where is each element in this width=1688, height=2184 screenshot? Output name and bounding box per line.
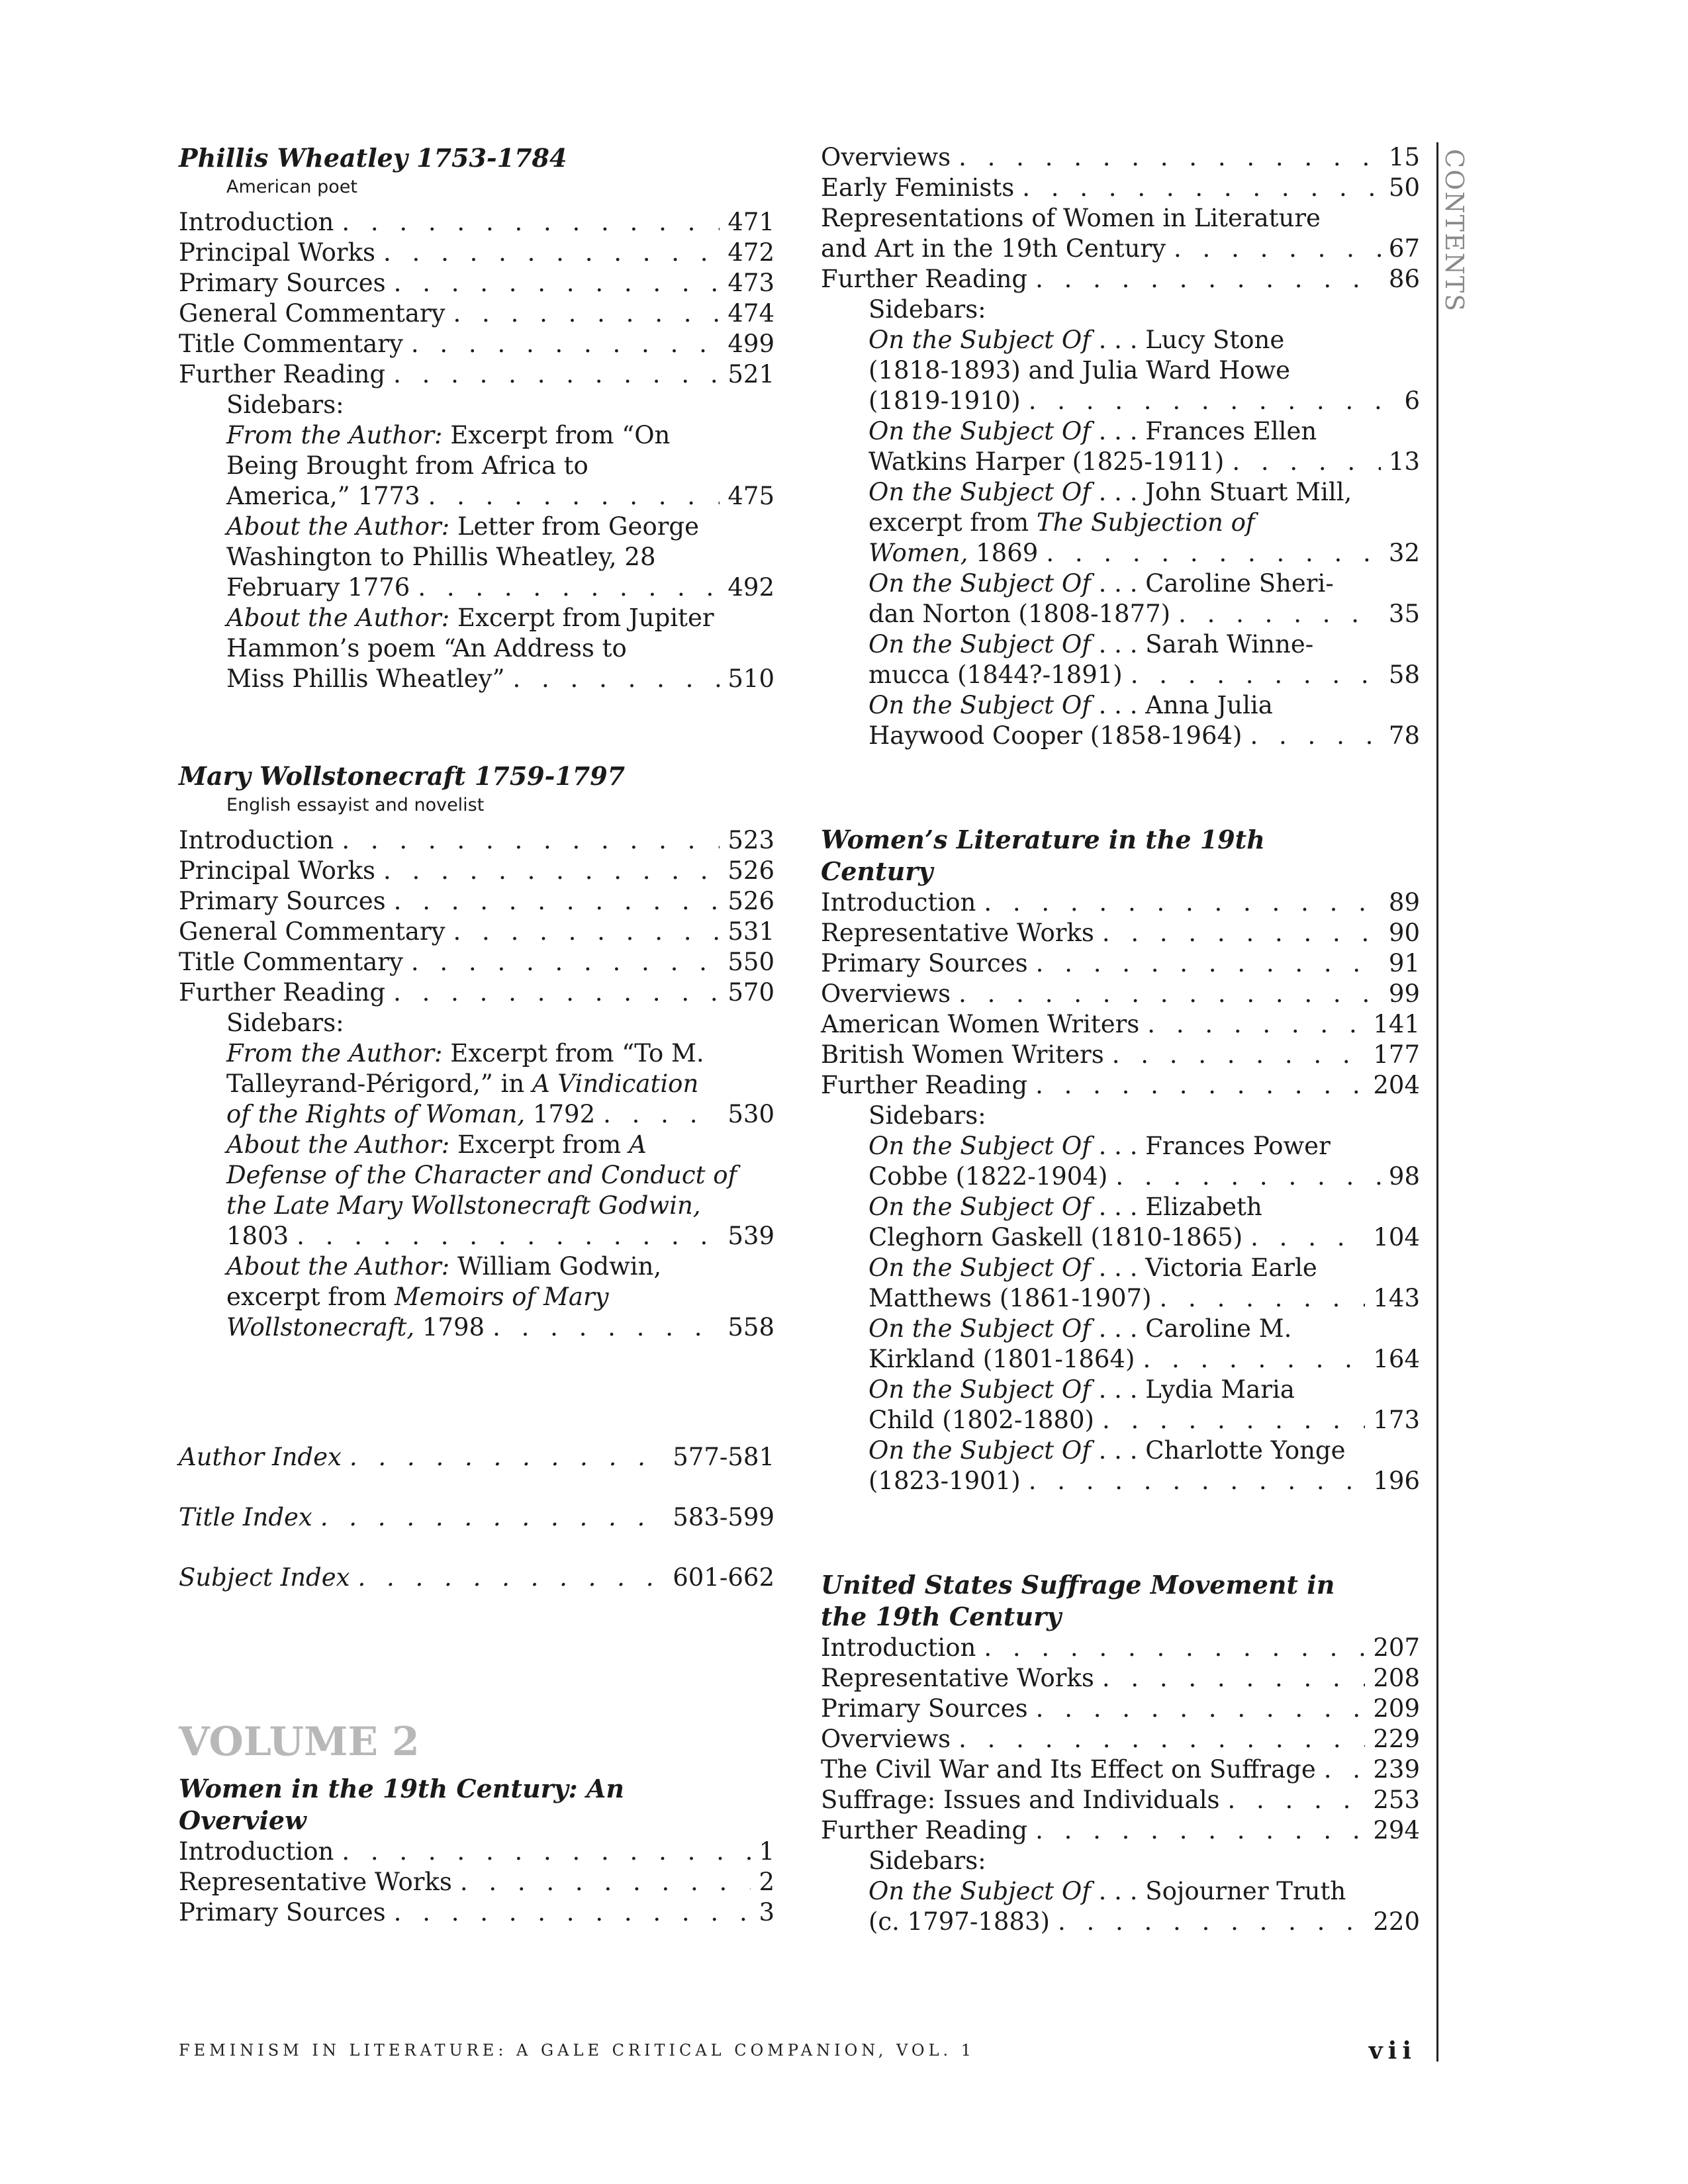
toc-entry[interactable]: Overviews . . . 229 [821, 1724, 1420, 1754]
page-number: vii [1368, 2037, 1417, 2065]
sidebar-entry-line: On the Subject Of . . . Victoria Earle [868, 1253, 1317, 1282]
sidebar-entry[interactable]: Miss Phillis Wheatley” . . . 510 [179, 664, 774, 694]
toc-entry[interactable]: and Art in the 19th Century . . . 67 [821, 234, 1420, 264]
page-footer [179, 2037, 1417, 2064]
sidebar-entry[interactable]: Kirkland (1801-1864) . . . 164 [821, 1344, 1420, 1375]
toc-entry[interactable]: American Women Writers . . . 141 [821, 1009, 1420, 1040]
volume-heading: VOLUME 2 [179, 1719, 420, 1765]
sidebar-entry-line: About the Author: Excerpt from Jupiter [226, 604, 714, 632]
sidebar-entry[interactable]: America,” 1773 . . . 475 [179, 481, 774, 512]
toc-entry[interactable]: Early Feminists . . . 50 [821, 173, 1420, 203]
sidebar-entry-line: On the Subject Of . . . Lydia Maria [868, 1375, 1295, 1404]
section-title: Women’s Literature in the 19th [821, 825, 1265, 854]
sidebar-entry[interactable]: Child (1802-1880) . . . 173 [821, 1405, 1420, 1435]
sidebar-entry[interactable]: (1819-1910) . . . 6 [821, 386, 1420, 416]
toc-entry[interactable]: British Women Writers . . . 177 [821, 1040, 1420, 1070]
toc-entry[interactable]: Primary Sources . . . 3 [179, 1897, 774, 1928]
section-title: Mary Wollstonecraft 1759-1797 [179, 761, 626, 791]
sidebar-entry-line: Washington to Phillis Wheatley, 28 [226, 543, 656, 571]
sidebar-entry[interactable]: Women, 1869 . . . 32 [821, 538, 1420, 569]
sidebar-entry-line: On the Subject Of . . . Anna Julia [868, 691, 1273, 719]
toc-entry[interactable]: Overviews . . . 15 [821, 142, 1420, 173]
sidebar-entry-line: On the Subject Of . . . Sojourner Truth [868, 1877, 1346, 1905]
sidebar-entry[interactable]: (c. 1797-1883) . . . 220 [821, 1907, 1420, 1937]
sidebar-entry-line: About the Author: William Godwin, [226, 1252, 662, 1281]
sidebar-entry[interactable]: mucca (1844?-1891) . . . 58 [821, 660, 1420, 690]
toc-entry[interactable]: Suffrage: Issues and Individuals . . . 253 [821, 1785, 1420, 1815]
toc-entry[interactable]: Representative Works . . . 90 [821, 918, 1420, 948]
section-subtitle: American poet [226, 177, 357, 197]
sidebar-entry[interactable]: of the Rights of Woman, 1792 . . . 530 [179, 1099, 774, 1130]
sidebar-entry-line: On the Subject Of . . . Caroline M. [868, 1314, 1292, 1343]
toc-entry[interactable]: Primary Sources . . . 473 [179, 268, 774, 298]
contents-side-label: CONTENTS [1440, 149, 1469, 313]
toc-entry[interactable]: The Civil War and Its Effect on Suffrage . . . 239 [821, 1754, 1420, 1785]
sidebar-entry-line: On the Subject Of . . . Sarah Winne- [868, 630, 1314, 659]
toc-entry[interactable]: Representative Works . . . 2 [179, 1867, 774, 1897]
toc-entry[interactable]: Introduction . . . 207 [821, 1633, 1420, 1663]
sidebar-entry[interactable]: Matthews (1861-1907) . . . 143 [821, 1283, 1420, 1314]
toc-entry[interactable]: Primary Sources . . . 91 [821, 948, 1420, 979]
toc-entry[interactable]: Introduction . . . 471 [179, 207, 774, 238]
toc-entry[interactable]: Principal Works . . . 472 [179, 238, 774, 268]
toc-entry[interactable]: Introduction . . . 1 [179, 1837, 774, 1867]
toc-entry[interactable]: General Commentary . . . 474 [179, 298, 774, 329]
sidebar-entry-line: On the Subject Of . . . Caroline Sheri- [868, 569, 1334, 598]
toc-entry[interactable]: Primary Sources . . . 526 [179, 886, 774, 917]
toc-entry[interactable]: Introduction . . . 523 [179, 825, 774, 856]
sidebar-entry-line: About the Author: Excerpt from A [226, 1130, 647, 1159]
sidebar-entry[interactable]: February 1776 . . . 492 [179, 572, 774, 603]
sidebar-entry-line: From the Author: Excerpt from “On [226, 421, 671, 449]
sidebar-entry[interactable]: Cleghorn Gaskell (1810-1865) . . . 104 [821, 1222, 1420, 1253]
toc-entry[interactable]: Introduction . . . 89 [821, 887, 1420, 918]
toc-entry[interactable]: General Commentary . . . 531 [179, 917, 774, 947]
sidebar-entry-line: Being Brought from Africa to [226, 451, 588, 480]
sidebar-entry-line: Defense of the Character and Conduct of [226, 1161, 737, 1189]
sidebar-entry-line: Hammon’s poem “An Address to [226, 634, 627, 662]
left-column [179, 142, 774, 1928]
section-title-continued: the 19th Century [821, 1602, 1062, 1631]
sidebar-entry-line: About the Author: Letter from George [226, 512, 699, 541]
sidebar-entry-line: On the Subject Of . . . Lucy Stone [868, 326, 1285, 354]
sidebar-entry[interactable]: Haywood Cooper (1858-1964) . . . 78 [821, 721, 1420, 751]
sidebar-entry-line: On the Subject Of . . . Charlotte Yonge [868, 1436, 1346, 1465]
sidebar-entry-line: On the Subject Of . . . John Stuart Mill, [868, 478, 1352, 506]
sidebar-entry[interactable]: Cobbe (1822-1904) . . . 98 [821, 1161, 1420, 1192]
author-index-entry[interactable]: Author Index . . . 577-581 [179, 1442, 774, 1473]
section-title: Women in the 19th Century: An [179, 1774, 625, 1803]
sidebar-entry-line: On the Subject Of . . . Elizabeth [868, 1193, 1262, 1221]
contents-side-tab [1440, 149, 1493, 321]
section-title-continued: Century [821, 856, 933, 886]
sidebars-label: Sidebars: [226, 390, 344, 419]
toc-entry-line: Representations of Women in Literature [821, 204, 1321, 232]
sidebar-entry[interactable]: Wollstonecraft, 1798 . . . 558 [179, 1312, 774, 1343]
subject-index-entry[interactable]: Subject Index . . . 601-662 [179, 1563, 774, 1593]
toc-entry[interactable]: Further Reading . . . 86 [821, 264, 1420, 295]
right-column [821, 142, 1420, 1937]
sidebar-entry-line: From the Author: Excerpt from “To M. [226, 1039, 704, 1068]
sidebar-entry-line: On the Subject Of . . . Frances Ellen [868, 417, 1317, 445]
sidebar-entry-line: the Late Mary Wollstonecraft Godwin, [226, 1191, 701, 1220]
toc-entry[interactable]: Title Commentary . . . 550 [179, 947, 774, 978]
sidebar-entry-line: (1818-1893) and Julia Ward Howe [868, 356, 1291, 385]
title-index-entry[interactable]: Title Index . . . 583-599 [179, 1502, 774, 1533]
sidebars-label: Sidebars: [868, 1846, 986, 1875]
sidebar-entry-line: Talleyrand-Périgord,” in A Vindication [226, 1069, 699, 1098]
toc-entry[interactable]: Principal Works . . . 526 [179, 856, 774, 886]
sidebar-entry[interactable]: Watkins Harper (1825-1911) . . . 13 [821, 447, 1420, 477]
sidebar-entry-line: On the Subject Of . . . Frances Power [868, 1132, 1331, 1160]
section-title: Phillis Wheatley 1753-1784 [179, 143, 567, 173]
toc-entry[interactable]: Title Commentary . . . 499 [179, 329, 774, 359]
toc-entry[interactable]: Further Reading . . . 294 [821, 1815, 1420, 1846]
section-title-continued: Overview [179, 1805, 306, 1835]
toc-entry[interactable]: Further Reading . . . 204 [821, 1070, 1420, 1101]
sidebars-label: Sidebars: [226, 1009, 344, 1037]
toc-entry[interactable]: Further Reading . . . 521 [179, 359, 774, 390]
sidebar-entry[interactable]: (1823-1901) . . . 196 [821, 1466, 1420, 1496]
sidebars-label: Sidebars: [868, 295, 986, 324]
toc-entry[interactable]: Overviews . . . 99 [821, 979, 1420, 1009]
vertical-rule [1436, 142, 1438, 2062]
toc-entry[interactable]: Primary Sources . . . 209 [821, 1694, 1420, 1724]
toc-entry[interactable]: Further Reading . . . 570 [179, 978, 774, 1008]
sidebars-label: Sidebars: [868, 1101, 986, 1130]
toc-entry[interactable]: Representative Works . . . 208 [821, 1663, 1420, 1694]
section-title: United States Suffrage Movement in [821, 1570, 1335, 1600]
sidebar-entry[interactable]: dan Norton (1808-1877) . . . 35 [821, 599, 1420, 629]
section-subtitle: English essayist and novelist [226, 795, 485, 815]
sidebar-entry[interactable]: 1803 . . . 539 [179, 1221, 774, 1251]
running-footer-title: FEMINISM IN LITERATURE: A GALE CRITICAL COMPANION, VOL. 1 [179, 2041, 976, 2060]
sidebar-entry-line: excerpt from Memoirs of Mary [226, 1283, 609, 1311]
sidebar-entry-line: excerpt from The Subjection of [868, 508, 1255, 537]
